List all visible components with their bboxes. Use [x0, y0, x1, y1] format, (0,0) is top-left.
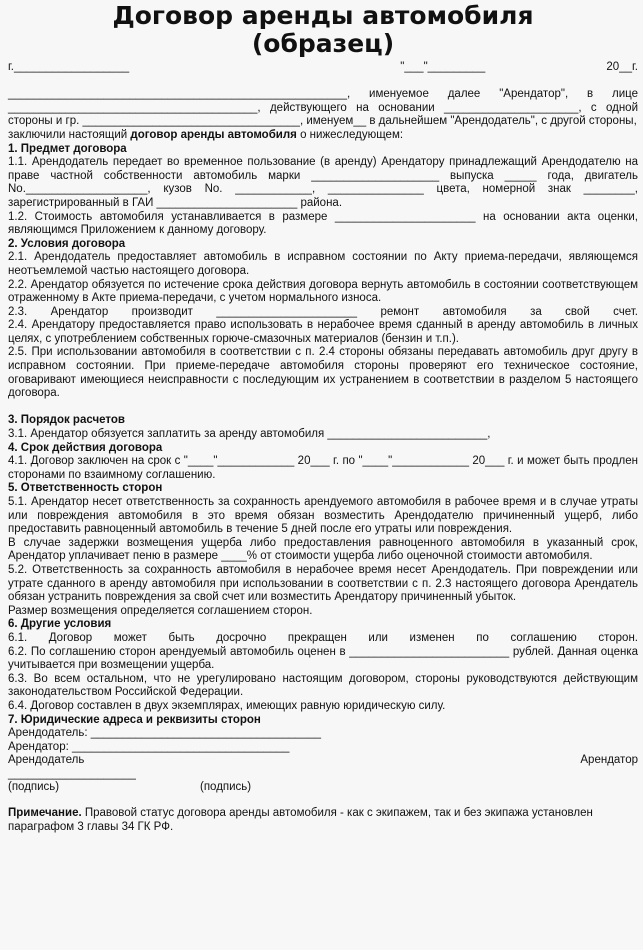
title-line-2: (образец): [251, 29, 395, 58]
clause-6-4: 6.4. Договор составлен в двух экземплярах, имеющих равную юридическую силу.: [8, 699, 446, 712]
clause-2-4: 2.4. Арендатору предоставляется право использовать в нерабочее время сданный в аренду автомобиль в личных целях, с употреблением собственных горюче-смазочных материалов (бензин и т.п.).: [8, 319, 638, 345]
clause-5-2-compensation: Размер возмещения определяется соглашением сторон.: [8, 604, 313, 617]
city-field: г.__________________: [8, 61, 130, 73]
clause-5-1-penalty: В случае задержки возмещения ущерба либо предоставления равноценного автомобиля в указанный срок, Арендатор уплачивает пеню в размере ____% от стоимости ущерба либо оценочной стоимости автомобиля.: [8, 536, 638, 563]
clause-4-1: 4.1. Договор заключен на срок с "____"____________ 20___ г. по "____"____________ 20___ г. и может быть продлен сторонами по взаимному соглашению.: [8, 455, 638, 481]
contract-body: [8, 61, 638, 795]
intro-pre: заключили настоящий: [8, 128, 131, 141]
date-field: "___"_________: [400, 61, 486, 73]
intro-parties: _____________________________________________________, именуемое далее "Арендатор", в лице _______________________________________, действующего на основании _____________________, с одной стороны и гр. __________________________________, именуем__ в дальнейшем "Арендодатель", с другой стороны,: [8, 88, 638, 128]
section-2-heading: 2. Условия договора: [8, 237, 126, 250]
lessor-label: Арендодатель: [8, 754, 85, 767]
clause-6-2: 6.2. По соглашению сторон арендуемый автомобиль оценен в _________________________ рублей. Данная оценка учитывается при возмещении ущерба.: [8, 645, 638, 672]
note-text: Правовой статус договора аренды автомобиля - как с экипажем, так и без экипажа установлен параграфом 3 главы 34 ГК РФ.: [8, 807, 593, 833]
lessee-label: Арендатор: [580, 754, 638, 767]
signature-captions: [8, 781, 638, 795]
document-title: [8, 0, 638, 58]
clause-6-3: 6.3. Во всем остальном, что не урегулировано настоящим договором, стороны руководствуются действующим законодательством Российской Федерации.: [8, 672, 638, 699]
header-row: [8, 61, 638, 75]
clause-1-1: 1.1. Арендодатель передает во временное пользование (в аренду) Арендатору принадлежащий Арендодателю на праве частной собственности автомобиль марки ____________________ выпуска _____ года, двигатель No.___________________, кузов No. ____________, _______________ цвета, номерной знак ________, зарегистрированный в ГАИ ______________________ района.: [8, 156, 638, 209]
parties-signature-row: [8, 754, 638, 768]
title-line-1: Договор аренды автомобиля: [112, 1, 534, 30]
clause-2-1: 2.1. Арендодатель предоставляет автомобиль в исправном состоянии по Акту приема-передачи, являющемся неотъемлемой частью настоящего договора.: [8, 251, 638, 277]
year-field: 20__г.: [606, 61, 638, 73]
clause-5-1: 5.1. Арендатор несет ответственность за сохранность арендуемого автомобиля в рабочее время и в случае утраты или повреждения автомобиля в это время обязан возместить Арендодателю причиненный ущерб, либо предоставить равноценный автомобиль в течение 5 дней после его утраты или повреждения.: [8, 496, 638, 536]
signature-line: ____________________: [8, 767, 136, 780]
section-3-heading: 3. Порядок расчетов: [8, 414, 125, 427]
clause-2-2: 2.2. Арендатор обязуется по истечение срока действия договора вернуть автомобиль в состоянии соответствующем отраженному в Акте приема-передачи, с учетом нормального износа.: [8, 278, 638, 305]
clause-2-5: 2.5. При использовании автомобиля в соответствии с п. 2.4 стороны обязаны передавать автомобиль друг другу в исправном состоянии. При приеме-передаче автомобиля стороны проверяют его техническое состояние, оговаривают имеющиеся неисправности с последующим их устранением в соответствии в разделом 5 настоящего договора.: [8, 346, 638, 400]
note: [8, 807, 638, 834]
clause-5-2: 5.2. Ответственность за сохранность автомобиля в нерабочее время несет Арендодатель. При повреждении или утрате сданного в аренду автомобиля при использовании в соответствии с п. 2.3 настоящего договора Арендатель обязан устранить повреждения за свой счет или возместить Арендатору причиненный убыток.: [8, 563, 638, 604]
lessor-address-line: Арендодатель: ____________________________________: [8, 727, 322, 740]
section-1-heading: 1. Предмет договора: [8, 142, 127, 155]
section-7-heading: 7. Юридические адреса и реквизиты сторон: [8, 713, 261, 726]
signature-caption-2: (подпись): [200, 781, 252, 794]
intro-post: о нижеследующем:: [296, 128, 404, 141]
clause-1-2: 1.2. Стоимость автомобиля устанавливается в размере ______________________ на основании акта оценки, являющимся Приложением к данному договору.: [8, 210, 638, 237]
section-6-heading: 6. Другие условия: [8, 618, 112, 631]
section-4-heading: 4. Срок действия договора: [8, 441, 163, 454]
intro-bold: договор аренды автомобиля: [130, 128, 297, 141]
signature-caption-1: (подпись): [8, 781, 60, 794]
clause-2-3: 2.3. Арендатор производит ______________________ ремонт автомобиля за свой счет.: [8, 305, 638, 318]
lessee-address-line: Арендатор: __________________________________: [8, 740, 290, 753]
section-5-heading: 5. Ответственность сторон: [8, 482, 163, 495]
clause-3-1: 3.1. Арендатор обязуется заплатить за аренду автомобиля _________________________,: [8, 428, 491, 441]
intro-agreement: [8, 129, 638, 143]
note-label: Примечание.: [8, 807, 82, 820]
clause-6-1: 6.1. Договор может быть досрочно прекращен или изменен по соглашению сторон.: [8, 631, 638, 644]
